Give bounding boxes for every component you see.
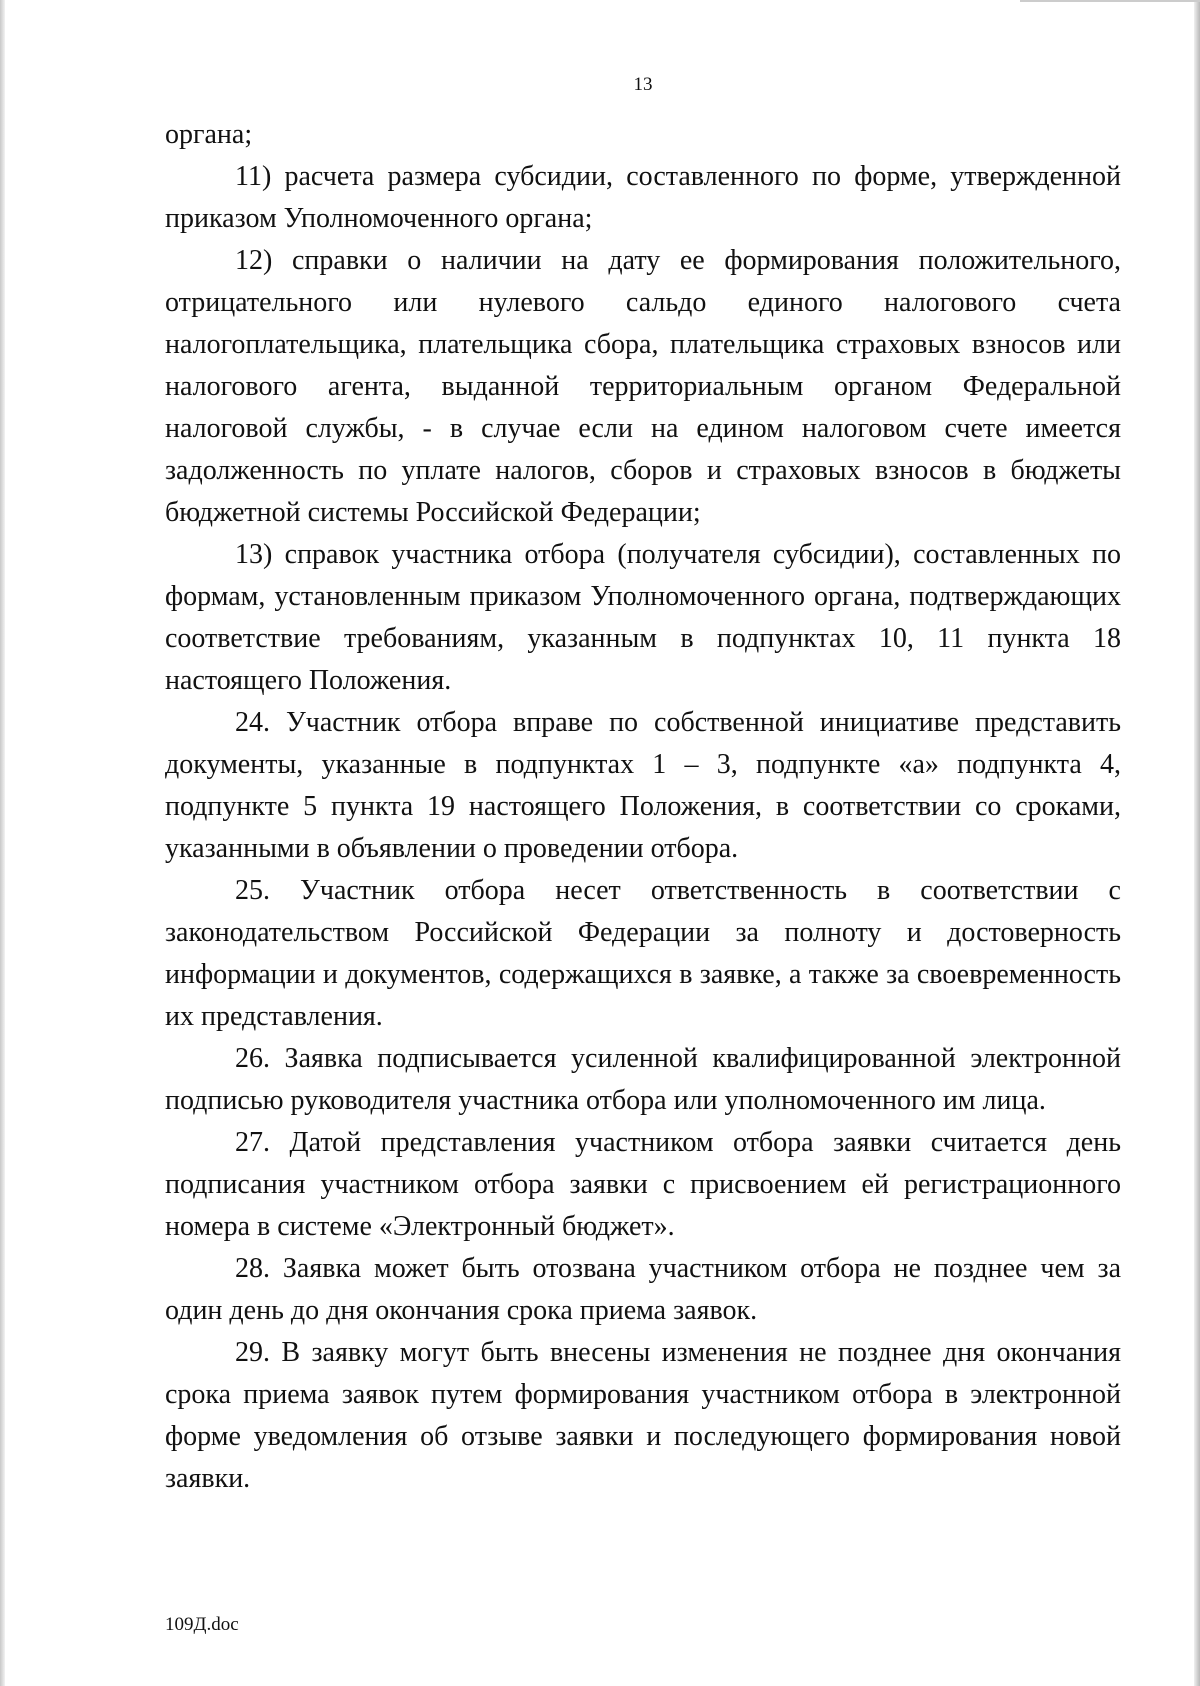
document-body <box>165 114 1121 1500</box>
paragraph-24: 24. Участник отбора вправе по собственной инициативе представить документы, указанные в подпунктах 1 – 3, подпункте «а» подпункта 4, подпункте 5 пункта 19 настоящего Положения, в соответствии со сроками, указанными в объявлении о проведении отбора. <box>165 707 1121 864</box>
scan-edge-top <box>1020 0 1200 2</box>
paragraph-item-13: 13) справок участника отбора (получателя субсидии), составленных по формам, установленным приказом Уполномоченного органа, подтверждающих соответствие требованиям, указанным в подпунктах 10, 11 пункта 18 настоящего Положения. <box>165 539 1121 696</box>
paragraph-item-12: 12) справки о наличии на дату ее формирования положительного, отрицательного или нулевого сальдо единого налогового счета налогоплательщика, плательщика сбора, плательщика страховых взносов или налогового агента, выданной территориальным органом Федеральной налоговой службы, - в случае если на едином налоговом счете имеется задолженность по уплате налогов, сборов и страховых взносов в бюджеты бюджетной системы Российской Федерации; <box>165 245 1121 528</box>
paragraph-28: 28. Заявка может быть отозвана участником отбора не позднее чем за один день до дня окончания срока приема заявок. <box>165 1253 1121 1326</box>
page-number: 13 <box>633 74 653 95</box>
paragraph-continuation: органа; <box>165 119 253 150</box>
paragraph-29: 29. В заявку могут быть внесены изменения не позднее дня окончания срока приема заявок путем формирования участником отбора в электронной форме уведомления об отзыве заявки и последующего формирования новой заявки. <box>165 1337 1121 1494</box>
paragraph-26: 26. Заявка подписывается усиленной квалифицированной электронной подписью руководителя участника отбора или уполномоченного им лица. <box>165 1043 1121 1116</box>
paragraph-27: 27. Датой представления участником отбора заявки считается день подписания участником отбора заявки с присвоением ей регистрационного номера в системе «Электронный бюджет». <box>165 1127 1121 1242</box>
paragraph-item-11: 11) расчета размера субсидии, составленного по форме, утвержденной приказом Уполномоченного органа; <box>165 161 1121 234</box>
scan-edge-right <box>1194 0 1200 1686</box>
scan-edge-left <box>0 0 5 1686</box>
footer-filename: 109Д.doc <box>165 1614 239 1635</box>
paragraph-25: 25. Участник отбора несет ответственность в соответствии с законодательством Российской Федерации за полноту и достоверность информации и документов, содержащихся в заявке, а также за своевременность их представления. <box>165 875 1121 1032</box>
